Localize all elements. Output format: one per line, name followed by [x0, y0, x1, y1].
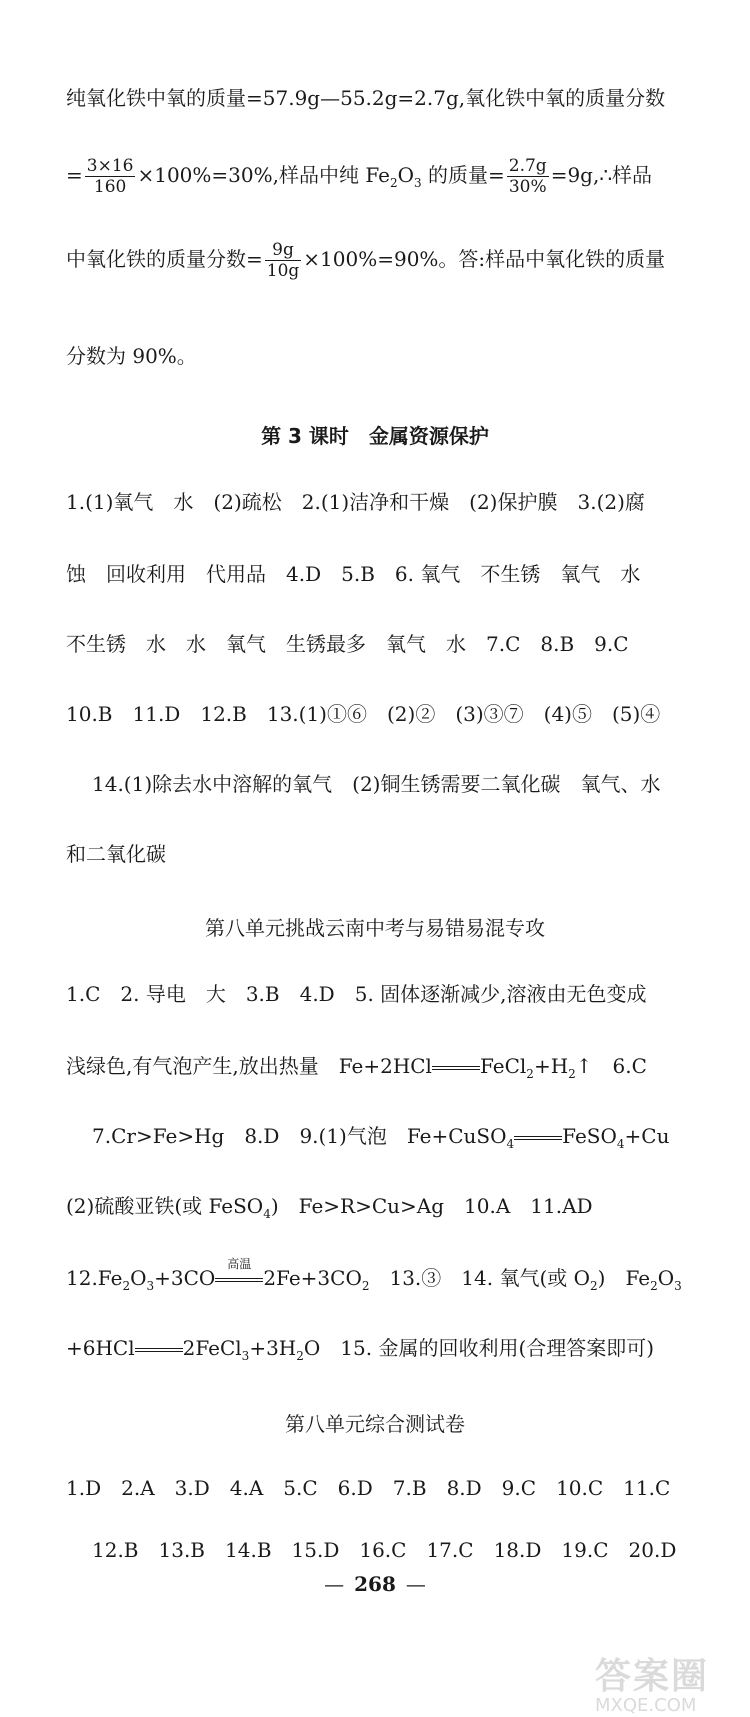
- text-segment: +3H: [249, 1336, 297, 1360]
- watermark-url: MXQE.COM: [595, 1695, 697, 1716]
- text-line: 和二氧化碳: [66, 842, 166, 866]
- text-segment: 7.Cr>Fe>Hg 8.D 9.(1)气泡 Fe+CuSO: [92, 1124, 507, 1148]
- condition-label: 高温: [227, 1257, 252, 1271]
- fraction: [85, 156, 136, 197]
- text-segment: ×100%=90%。答:样品中氧化铁的质量: [303, 247, 666, 271]
- subscript: 4: [506, 1137, 515, 1151]
- subscript: 2: [122, 1279, 131, 1293]
- fraction-numerator: 9g: [265, 240, 302, 261]
- text-line: 10.B 11.D 12.B 13.(1)①⑥ (2)② (3)③⑦ (4)⑤ (5)④: [66, 702, 661, 726]
- subscript: 2: [296, 1349, 304, 1363]
- text-line: 12.B 13.B 14.B 15.D 16.C 17.C 18.D 19.C 20.D: [92, 1538, 677, 1562]
- subscript: 2: [590, 1279, 598, 1293]
- subscript: 2: [361, 1279, 370, 1293]
- text-segment: 2Fe+3CO: [263, 1266, 362, 1290]
- text-segment: ↑ 6.C: [575, 1054, 647, 1078]
- text-segment: +Cu: [624, 1124, 670, 1148]
- subscript: 2: [650, 1279, 658, 1293]
- text-segment: =: [66, 163, 83, 187]
- equals-double-line: [514, 1136, 562, 1140]
- fraction: [507, 156, 549, 197]
- subscript: 3: [414, 176, 422, 190]
- text-segment: +6HCl: [66, 1336, 135, 1360]
- page-number-value: 268: [354, 1572, 396, 1596]
- text-line-equation: [66, 1052, 720, 1088]
- reaction-condition: [215, 1257, 263, 1292]
- fraction: [265, 240, 302, 281]
- watermark: [595, 1648, 745, 1716]
- text-line: 1.D 2.A 3.D 4.A 5.C 6.D 7.B 8.D 9.C 10.C 11.C: [66, 1476, 671, 1500]
- text-line-equation: [66, 1257, 720, 1300]
- text-line-equation: [92, 1122, 720, 1158]
- subscript: 4: [616, 1137, 625, 1151]
- text-line: 分数为 90%。: [66, 344, 197, 368]
- text-segment: ×100%=30%,样品中纯 Fe: [137, 163, 390, 187]
- text-segment: =9g,∴样品: [550, 163, 653, 187]
- subscript: 3: [674, 1279, 682, 1293]
- text-line: [66, 1192, 720, 1228]
- subscript: 3: [241, 1349, 250, 1363]
- fraction-denominator: 30%: [508, 177, 547, 197]
- text-segment: ) Fe>R>Cu>Ag 10.A 11.AD: [270, 1194, 593, 1218]
- equals-double-line: [135, 1348, 183, 1352]
- subscript: 2: [568, 1067, 576, 1081]
- text-line-equation: [66, 1334, 720, 1370]
- watermark-logo: 答案圈: [595, 1656, 710, 1697]
- fraction-denominator: 10g: [266, 261, 300, 281]
- equals-double-line: [432, 1066, 480, 1070]
- text-segment: 的质量=: [421, 163, 505, 187]
- text-line: 1.(1)氧气 水 (2)疏松 2.(1)洁净和干燥 (2)保护膜 3.(2)腐: [66, 490, 645, 514]
- text-line-with-fractions: [66, 156, 720, 197]
- text-line: 纯氧化铁中氧的质量=57.9g—55.2g=2.7g,氧化铁中氧的质量分数: [66, 86, 666, 110]
- section-title: 第八单元综合测试卷: [285, 1412, 465, 1436]
- equals-double-line: [215, 1278, 263, 1282]
- text-segment: +H: [533, 1054, 569, 1078]
- subscript: 3: [146, 1279, 155, 1293]
- fraction-numerator: 2.7g: [508, 156, 547, 176]
- text-segment: 2FeCl: [182, 1336, 242, 1360]
- text-segment: O: [657, 1266, 675, 1290]
- text-line: 14.(1)除去水中溶解的氧气 (2)铜生锈需要二氧化碳 氧气、水: [92, 772, 661, 796]
- page-number: — 268 —: [324, 1572, 426, 1596]
- text-segment: ) Fe: [597, 1266, 651, 1290]
- section-title: 第八单元挑战云南中考与易错易混专攻: [205, 916, 545, 940]
- text-segment: 12.Fe: [66, 1266, 123, 1290]
- text-line: 不生锈 水 水 氧气 生锈最多 氧气 水 7.C 8.B 9.C: [66, 632, 629, 656]
- text-segment: +3CO: [154, 1266, 216, 1290]
- section-title: 第 3 课时 金属资源保护: [261, 424, 489, 448]
- text-segment: FeSO: [562, 1124, 617, 1148]
- text-segment: 中氧化铁的质量分数=: [66, 247, 263, 271]
- text-line: 蚀 回收利用 代用品 4.D 5.B 6. 氧气 不生锈 氧气 水: [66, 562, 641, 586]
- text-segment: (2)硫酸亚铁(或 FeSO: [66, 1194, 264, 1218]
- text-segment: 浅绿色,有气泡产生,放出热量 Fe+2HCl: [66, 1054, 432, 1078]
- text-segment: O: [130, 1266, 147, 1290]
- text-segment: O: [397, 163, 414, 187]
- subscript: 2: [389, 176, 398, 190]
- text-line-with-fractions: [66, 240, 720, 281]
- text-segment: FeCl: [479, 1054, 527, 1078]
- subscript: 2: [526, 1067, 534, 1081]
- text-line: 1.C 2. 导电 大 3.B 4.D 5. 固体逐渐减少,溶液由无色变成: [66, 982, 647, 1006]
- text-segment: 13.③ 14. 氧气(或 O: [369, 1266, 591, 1290]
- text-segment: O 15. 金属的回收利用(合理答案即可): [303, 1336, 655, 1360]
- fraction-numerator: 3×16: [86, 156, 134, 176]
- fraction-denominator: 160: [93, 177, 127, 197]
- subscript: 4: [263, 1207, 271, 1221]
